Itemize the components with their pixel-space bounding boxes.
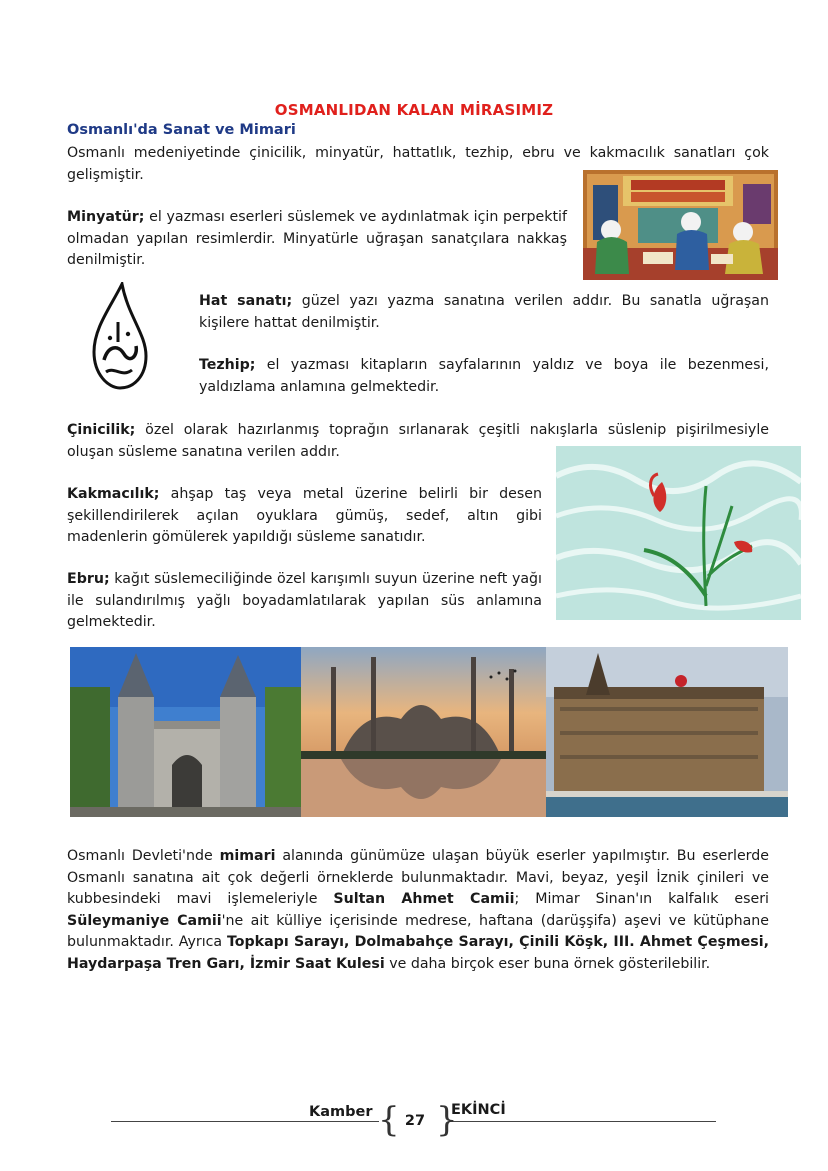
arch-bold-2: Sultan Ahmet Camii bbox=[333, 891, 515, 907]
train-station-icon bbox=[546, 647, 788, 817]
inlay-paragraph bbox=[67, 484, 542, 549]
miniature-term: Minyatür; bbox=[67, 209, 145, 225]
miniature-painting-image bbox=[583, 170, 778, 280]
marbling-text: kağıt süslemeciliğinde özel karışımlı suyun üzerine neft yağı ile sulandırılmış yağlı boyadamlatılarak yapılan süs anlamına gelmektedir. bbox=[67, 571, 542, 630]
tile-art-text: özel olarak hazırlanmış toprağın sırlanarak çeşitli nakışlarla süslenip pişirilmesiyle oluşan süsleme sanatına verilen addır. bbox=[67, 422, 769, 460]
footer-author-last: EKİNCİ bbox=[451, 1102, 506, 1118]
arch-bold-1: mimari bbox=[219, 848, 276, 864]
footer-brace-left: { bbox=[378, 1100, 400, 1140]
miniature-text: el yazması eserleri süslemek ve aydınlatmak için perpektif olmadan yapılan resimlerdir. Minyatürle uğraşan sanatçılara nakkaş denilmiştir. bbox=[67, 209, 567, 268]
calligraphy-term: Hat sanatı; bbox=[199, 293, 293, 309]
calligraphy-icon bbox=[88, 282, 150, 390]
miniature-painting-icon bbox=[583, 170, 778, 280]
palace-gate-icon bbox=[70, 647, 301, 817]
haydarpasa-station-photo bbox=[546, 647, 788, 817]
illumination-term: Tezhip; bbox=[199, 357, 256, 373]
blue-mosque-photo bbox=[301, 647, 546, 817]
footer-author-first: Kamber bbox=[309, 1104, 373, 1120]
miniature-paragraph bbox=[67, 207, 567, 272]
marbling-term: Ebru; bbox=[67, 571, 110, 587]
footer-rule-right bbox=[450, 1121, 716, 1122]
arch-bold-4: Topkapı Sarayı, Dolmabahçe Sarayı, Çinili Köşk, III. Ahmet Çeşmesi, Haydarpaşa Tren Garı, İzmir Saat Kulesi bbox=[67, 934, 770, 972]
arch-text-1: Osmanlı Devleti'nde bbox=[67, 848, 220, 864]
arch-text-5: ve daha birçok eser buna örnek gösterilebilir. bbox=[384, 955, 711, 972]
illumination-text: el yazması kitapların sayfalarının yaldız ve boya ile bezenmesi, yaldızlama anlamına gelmektedir. bbox=[199, 357, 769, 395]
page-title: OSMANLIDAN KALAN MİRASIMIZ bbox=[274, 101, 554, 119]
arch-bold-3: Süleymaniye Camii bbox=[67, 912, 222, 929]
footer-brace-right: } bbox=[436, 1100, 458, 1140]
arch-text-3: ; Mimar Sinan'ın kalfalık eseri bbox=[514, 891, 769, 907]
inlay-term: Kakmacılık; bbox=[67, 486, 160, 502]
arch-text-4: 'ne ait külliye içerisinde medrese, haftana (darüşşifa) aşevi ve kütüphane bulunmaktadır. Ayrıca bbox=[67, 912, 770, 950]
marbling-art-image bbox=[556, 446, 801, 620]
illumination-paragraph bbox=[199, 355, 769, 398]
page-number: 27 bbox=[404, 1113, 426, 1129]
footer-rule-left bbox=[111, 1121, 379, 1122]
intro-paragraph: Osmanlı medeniyetinde çinicilik, minyatür, hattatlık, tezhip, ebru ve kakmacılık sanatları çok gelişmiştir. bbox=[67, 145, 769, 183]
calligraphy-image bbox=[88, 282, 150, 390]
calligraphy-text: güzel yazı yazma sanatına verilen addır. Bu sanatla uğraşan kişilere hattat denilmiştir. bbox=[199, 293, 769, 331]
topkapi-gate-photo bbox=[70, 647, 301, 817]
marbling-paragraph bbox=[67, 569, 542, 634]
calligraphy-paragraph bbox=[199, 291, 769, 334]
arch-text-2: alanında günümüze ulaşan büyük eserler yapılmıştır. Bu eserlerde Osmanlı sanatına ait çok değerli örneklerde bulunmaktadır. Mavi, beyaz, yeşil İznik çinileri ve kubbesindeki mavi işlemeleriyle bbox=[67, 848, 769, 907]
tile-art-term: Çinicilik; bbox=[67, 422, 136, 438]
mosque-icon bbox=[301, 647, 546, 817]
architecture-paragraph bbox=[67, 846, 769, 975]
section-subtitle: Osmanlı'da Sanat ve Mimari bbox=[67, 122, 296, 138]
tulip-marbling-icon bbox=[556, 446, 801, 620]
inlay-text: ahşap taş veya metal üzerine belirli bir desen şekillendirilerek açılan oyuklara gümüş, sedef, altın gibi madenlerin gömülerek yapıldığı süsleme sanatıdır. bbox=[67, 486, 542, 545]
